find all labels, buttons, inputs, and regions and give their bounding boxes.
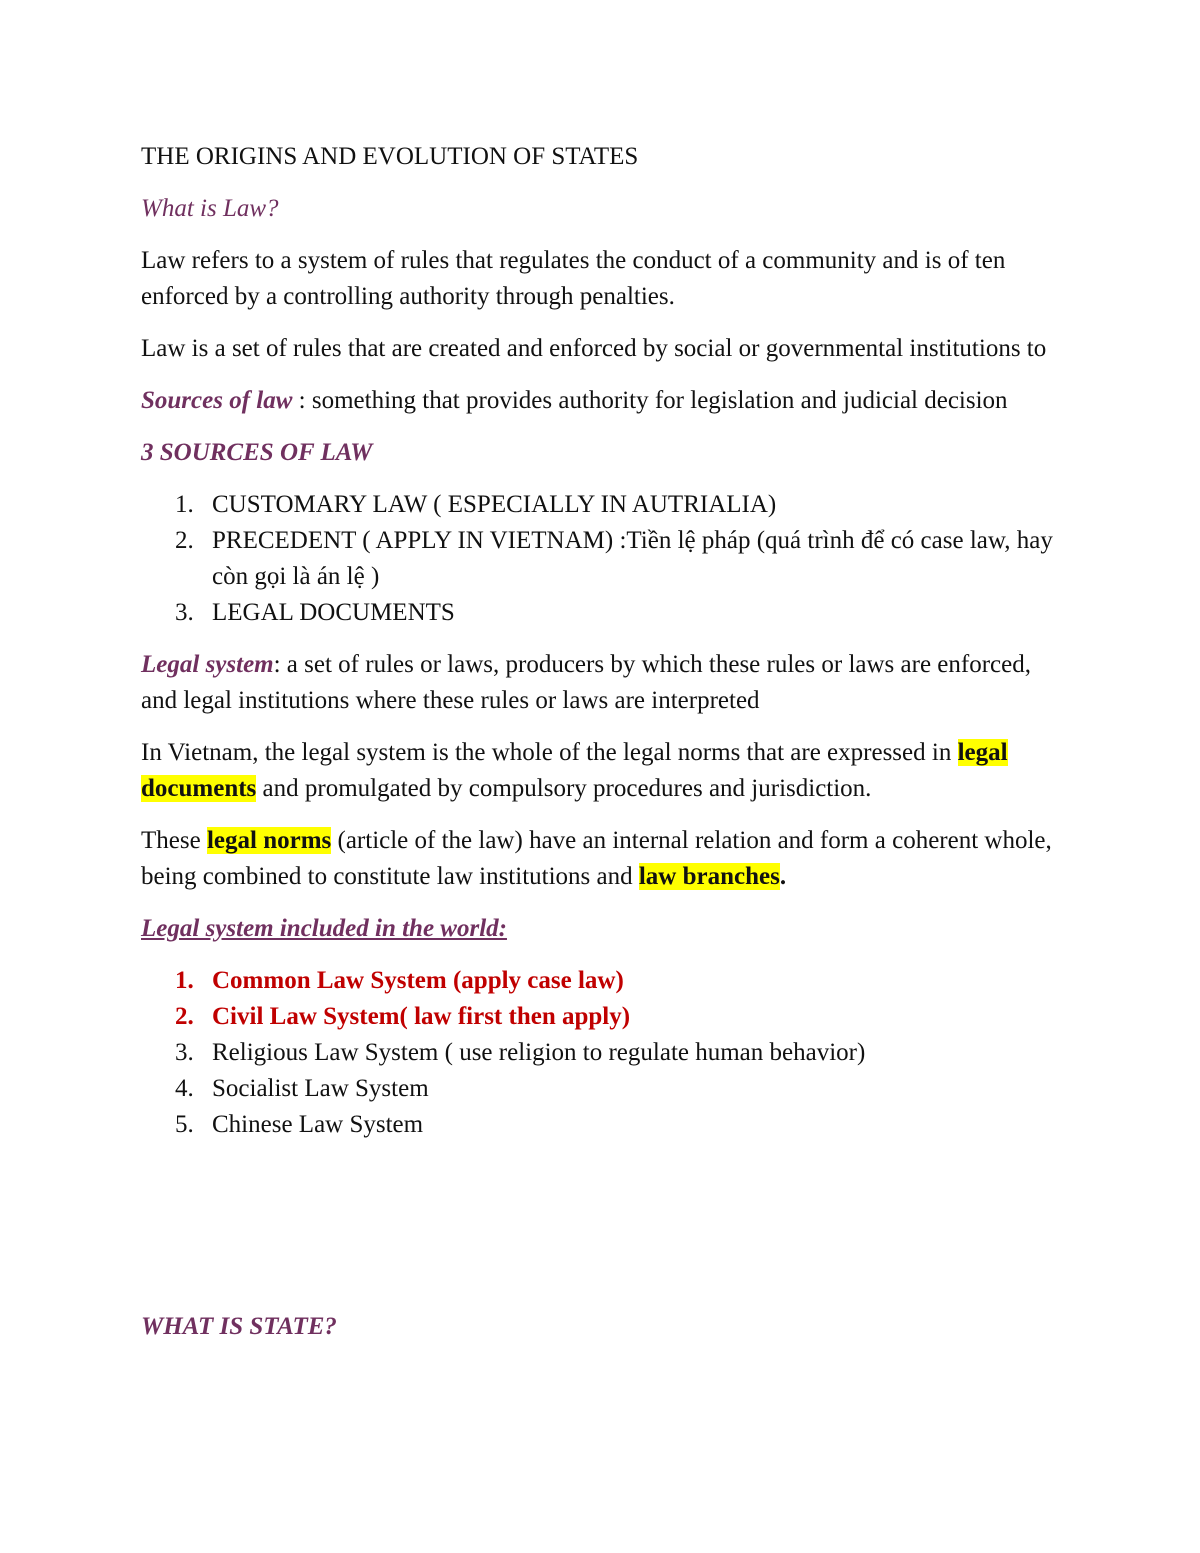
list-item bbox=[141, 999, 1061, 1035]
legal-norms-paragraph bbox=[141, 823, 1061, 895]
list-number: 1. bbox=[175, 967, 194, 994]
list-number: 3. bbox=[175, 599, 194, 626]
sources-of-law-paragraph bbox=[141, 383, 1061, 419]
law-branches-highlight: law branches bbox=[638, 863, 780, 890]
list-number: 3. bbox=[175, 1039, 194, 1066]
vietnam-text-before: In Vietnam, the legal system is the whole of the legal norms that are expressed in bbox=[141, 739, 958, 766]
vietnam-text-after: and promulgated by compulsory procedures and jurisdiction. bbox=[256, 775, 872, 802]
blank-space bbox=[141, 1159, 1061, 1309]
list-item bbox=[141, 1035, 1061, 1071]
list-item-text: CUSTOMARY LAW ( ESPECIALLY IN AUTRIALIA) bbox=[212, 491, 777, 518]
list-item bbox=[141, 1071, 1061, 1107]
document-body bbox=[141, 139, 1061, 1361]
list-item bbox=[141, 523, 1061, 595]
sources-of-law-definition: : something that provides authority for legislation and judicial decision bbox=[292, 387, 1008, 414]
list-item-text: LEGAL DOCUMENTS bbox=[212, 599, 455, 626]
world-systems-heading: Legal system included in the world: bbox=[141, 915, 507, 942]
legal-system-paragraph bbox=[141, 647, 1061, 719]
sources-of-law-term: Sources of law bbox=[141, 387, 293, 414]
list-item-text: Civil Law System( law first then apply) bbox=[212, 1003, 631, 1030]
list-number: 5. bbox=[175, 1111, 194, 1138]
legal-norms-highlight: legal norms bbox=[206, 827, 332, 854]
list-item bbox=[141, 595, 1061, 631]
law-definition-2: Law is a set of rules that are created and enforced by social or governmental institutions to bbox=[141, 335, 1047, 362]
document-title: THE ORIGINS AND EVOLUTION OF STATES bbox=[141, 143, 639, 170]
list-item-text: Religious Law System ( use religion to regulate human behavior) bbox=[212, 1039, 866, 1066]
list-item bbox=[141, 963, 1061, 999]
list-item-text: Socialist Law System bbox=[212, 1075, 429, 1102]
list-number: 2. bbox=[175, 1003, 194, 1030]
list-item bbox=[141, 1107, 1061, 1143]
norms-text-before: These bbox=[141, 827, 207, 854]
three-sources-heading: 3 SOURCES OF LAW bbox=[141, 439, 373, 466]
norms-text-middle: (article of the law) have an internal relation and form a coherent whole, being combined to constitute law institutions and bbox=[141, 827, 1052, 890]
legal-system-definition: : a set of rules or laws, producers by which these rules or laws are enforced, and legal institutions where these rules or laws are interpreted bbox=[141, 651, 1031, 714]
vietnam-paragraph bbox=[141, 735, 1061, 807]
law-definition-1: Law refers to a system of rules that regulates the conduct of a community and is of ten enforced by a controlling authority through penalties. bbox=[141, 247, 1006, 310]
list-number: 4. bbox=[175, 1075, 194, 1102]
list-number: 1. bbox=[175, 491, 194, 518]
list-item-text: Chinese Law System bbox=[212, 1111, 424, 1138]
what-is-state-heading: WHAT IS STATE? bbox=[141, 1313, 337, 1340]
legal-system-term: Legal system bbox=[141, 651, 274, 678]
what-is-law-heading: What is Law? bbox=[141, 195, 279, 222]
list-number: 2. bbox=[175, 527, 194, 554]
world-systems-list bbox=[141, 963, 1061, 1143]
list-item-text: Common Law System (apply case law) bbox=[212, 967, 624, 994]
list-item-text: PRECEDENT ( APPLY IN VIETNAM) :Tiền lệ pháp (quá trình để có case law, hay còn gọi là án lệ ) bbox=[212, 527, 1053, 590]
norms-text-end: . bbox=[779, 863, 787, 890]
legal-documents-highlight: legal documents bbox=[141, 739, 1008, 802]
list-item bbox=[141, 487, 1061, 523]
three-sources-list bbox=[141, 487, 1061, 631]
